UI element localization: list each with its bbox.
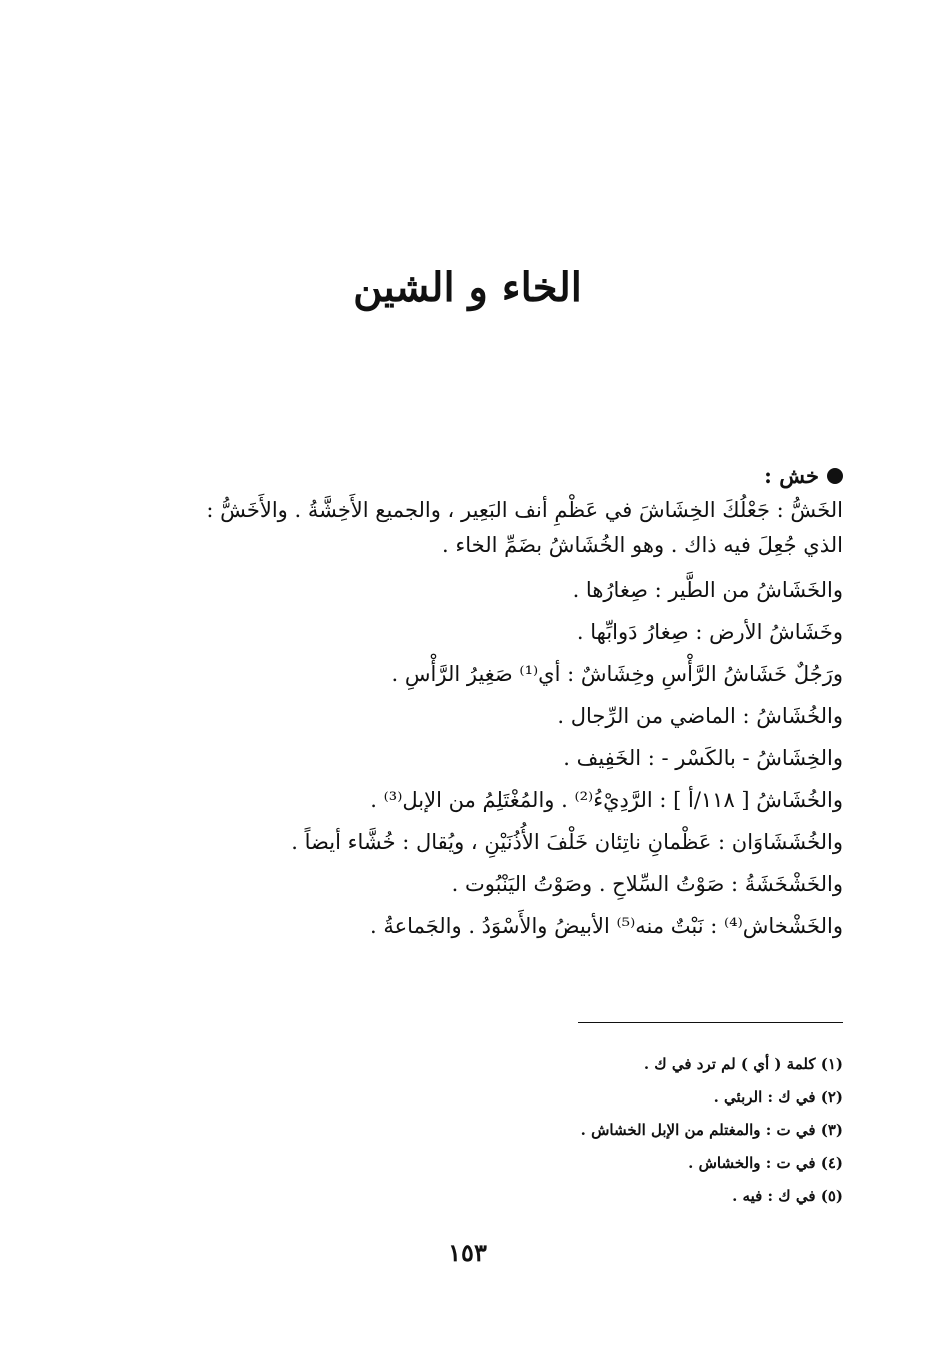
definitions-list xyxy=(83,569,843,947)
bullet-icon xyxy=(827,468,843,484)
footnotes-list xyxy=(243,1048,843,1213)
intro-line: الذي جُعِلَ فيه ذاك . وهو الخُشَاشُ بضَمِّ الخاء . xyxy=(442,533,843,557)
definition-line: وخَشَاشُ الأرض : صِغارُ دَوابِّها . xyxy=(576,620,843,644)
chapter-title: الخاء و الشين xyxy=(353,264,582,311)
footnote: (١) كلمة ( أي ) لم ترد في ك . xyxy=(643,1055,843,1073)
definition-line: والخُشَاشُ [ ١١٨/أ ] : الرَّدِيْءُ⁽²⁾ . والمُغْتَلِمُ من الإبل⁽³⁾ . xyxy=(370,788,843,812)
definition-line: والخِشَاشُ - بالكَسْر - : الخَفِيف . xyxy=(563,746,843,770)
definition-line: والخُشَشَاوَان : عَظْمانِ ناتِئان خَلْفَ الأُذُنَيْنِ ، ويُقال : خُشَّاء أيضاً . xyxy=(291,830,843,854)
entry-body xyxy=(83,458,843,947)
intro-line: الخَشُّ : جَعْلُكَ الخِشَاشَ في عَظْمِ أنف البَعِير ، والجميع الأَخِشَّةُ . والأَخَشُّ : xyxy=(206,498,843,522)
footnote: (٥) في ك : فيه . xyxy=(732,1187,843,1205)
entry-heading xyxy=(83,458,843,493)
definition-line: ورَجُلٌ خَشَاشُ الرَّأْسِ وخِشَاشٌ : أي⁽¹⁾ صَغِيرُ الرَّأْسِ . xyxy=(391,662,843,686)
definition-line: والخَشْخاش⁽⁴⁾ : نَبْتٌ منه⁽⁵⁾ الأبيضُ والأَسْوَدُ . والجَماعةُ . xyxy=(370,914,843,938)
definition-line: والخُشَاشُ : الماضي من الرِّجال . xyxy=(557,704,843,728)
footnote: (٣) في ت : والمغتلم من الإبل الخشاش . xyxy=(580,1121,843,1139)
footnote: (٤) في ت : والخشاش . xyxy=(688,1154,843,1172)
entry-heading-text: خش : xyxy=(764,463,819,488)
footnote: (٢) في ك : الربئي . xyxy=(713,1088,843,1106)
entry-intro xyxy=(83,493,843,563)
footnote-divider xyxy=(578,1022,843,1023)
definition-line: والخَشَاشُ من الطَّير : صِغارُها . xyxy=(572,578,843,602)
page-number: ١٥٣ xyxy=(448,1238,487,1267)
definition-line: والخَشْخَشَةُ : صَوْتُ السِّلاحِ . وصَوْتُ اليَنْبُوت . xyxy=(451,872,843,896)
